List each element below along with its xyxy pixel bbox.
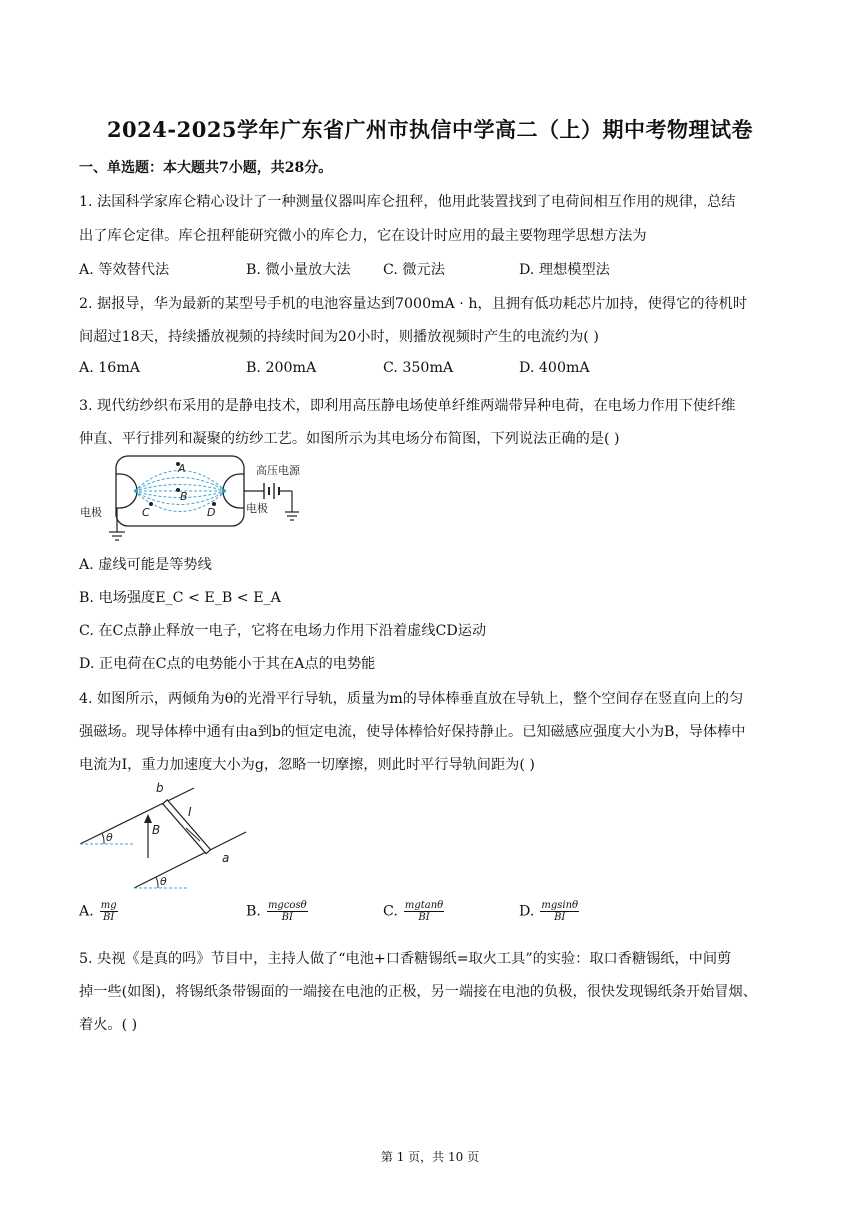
- section-heading: 一、单选题：本大题共7小题，共28分。: [79, 160, 333, 176]
- inclined-rails-figure: [76, 778, 256, 893]
- electric-field-figure: [76, 452, 316, 542]
- q2-option-d: D. 400mA: [519, 360, 590, 376]
- q4-option-a-label: A.: [79, 903, 94, 920]
- q4-option-d-label: D.: [519, 903, 535, 920]
- label-right-electrode: 电极: [246, 502, 268, 515]
- q4-option-a: [79, 900, 118, 923]
- q3-option-d: D. 正电荷在C点的电势能小于其在A点的电势能: [79, 656, 376, 672]
- q4-option-d: [519, 900, 579, 923]
- q4-option-c: [383, 900, 444, 923]
- label-end-a: a: [222, 851, 230, 865]
- q5-line-3: 着火。( ): [79, 1017, 138, 1033]
- q3-line-2: 伸直、平行排列和凝聚的纺纱工艺。如图所示为其电场分布简图，下列说法正确的是( ): [79, 431, 620, 447]
- label-current-i: I: [188, 805, 192, 819]
- q4-option-c-fraction: [404, 900, 444, 923]
- q1-option-c: C. 微元法: [383, 262, 445, 278]
- q4-option-b-numerator: mgcosθ: [267, 900, 307, 911]
- label-field-b: B: [152, 823, 161, 837]
- label-theta-lower: θ: [160, 875, 167, 888]
- q1-line-1: 1. 法国科学家库仑精心设计了一种测量仪器叫库仑扭秤，他用此装置找到了电荷间相互作用的规律，总结: [79, 194, 736, 210]
- q4-option-b-fraction: [267, 900, 308, 923]
- q3-option-b: B. 电场强度E_C < E_B < E_A: [79, 590, 281, 606]
- q1-option-b: B. 微小量放大法: [246, 262, 351, 278]
- q2-line-2: 间超过18天，持续播放视频的持续时间为20小时，则播放视频时产生的电流约为( ): [79, 329, 599, 345]
- label-point-c: C: [142, 506, 150, 519]
- q4-option-b: [246, 900, 308, 923]
- q4-option-c-denominator: BI: [418, 912, 430, 923]
- q1-option-d: D. 理想模型法: [519, 262, 610, 278]
- q5-line-2: 掉一些(如图)，将锡纸条带锡面的一端接在电池的正极，另一端接在电池的负极，很快发现锡纸条开始冒烟、: [79, 984, 757, 1000]
- q4-option-d-fraction: [540, 900, 579, 923]
- q4-option-a-denominator: BI: [103, 912, 115, 923]
- q4-option-b-denominator: BI: [281, 912, 293, 923]
- q4-option-a-numerator: mg: [100, 900, 117, 911]
- page-title: 2024-2025学年广东省广州市执信中学高二（上）期中考物理试卷: [106, 117, 754, 142]
- q4-line-3: 电流为I，重力加速度大小为g，忽略一切摩擦，则此时平行导轨间距为( ): [79, 757, 535, 773]
- label-point-b: B: [180, 490, 188, 503]
- q4-option-b-label: B.: [246, 903, 261, 920]
- label-hv-source: 高压电源: [256, 464, 300, 477]
- label-end-b: b: [156, 781, 164, 795]
- q5-line-1: 5. 央视《是真的吗》节目中，主持人做了“电池+口香糖锡纸=取火工具”的实验：取口香糖锡纸，中间剪: [79, 951, 732, 967]
- q3-line-1: 3. 现代纺纱织布采用的是静电技术，即利用高压静电场使单纤维两端带异种电荷，在电场力作用下使纤维: [79, 398, 736, 414]
- q2-option-c: C. 350mA: [383, 360, 454, 376]
- q3-option-c: C. 在C点静止释放一电子，它将在电场力作用下沿着虚线CD运动: [79, 623, 487, 639]
- q4-option-a-fraction: [100, 900, 118, 923]
- q1-option-a: A. 等效替代法: [79, 262, 170, 278]
- q4-option-d-numerator: mgsinθ: [541, 900, 579, 911]
- q4-line-1: 4. 如图所示，两倾角为θ的光滑平行导轨，质量为m的导体棒垂直放在导轨上，整个空间存在竖直向上的匀: [79, 691, 744, 707]
- q4-option-d-denominator: BI: [554, 912, 566, 923]
- q4-option-c-label: C.: [383, 903, 398, 920]
- label-point-d: D: [207, 506, 216, 519]
- q4-option-c-numerator: mgtanθ: [404, 900, 444, 911]
- q3-option-a: A. 虚线可能是等势线: [79, 557, 212, 573]
- q2-option-b: B. 200mA: [246, 360, 317, 376]
- page-footer: 第 1 页，共 10 页: [380, 1150, 480, 1164]
- label-point-a: A: [178, 462, 186, 475]
- label-theta-upper: θ: [106, 831, 113, 844]
- q2-option-a: A. 16mA: [79, 360, 141, 376]
- q2-line-1: 2. 据报导，华为最新的某型号手机的电池容量达到7000mA · h，且拥有低功耗芯片加持，使得它的待机时: [79, 296, 748, 312]
- q1-line-2: 出了库仑定律。库仑扭秤能研究微小的库仑力，它在设计时应用的最主要物理学思想方法为: [79, 228, 647, 244]
- q4-line-2: 强磁场。现导体棒中通有由a到b的恒定电流，使导体棒恰好保持静止。已知磁感应强度大小为B，导体棒中: [79, 724, 746, 740]
- label-left-electrode: 电极: [80, 506, 102, 519]
